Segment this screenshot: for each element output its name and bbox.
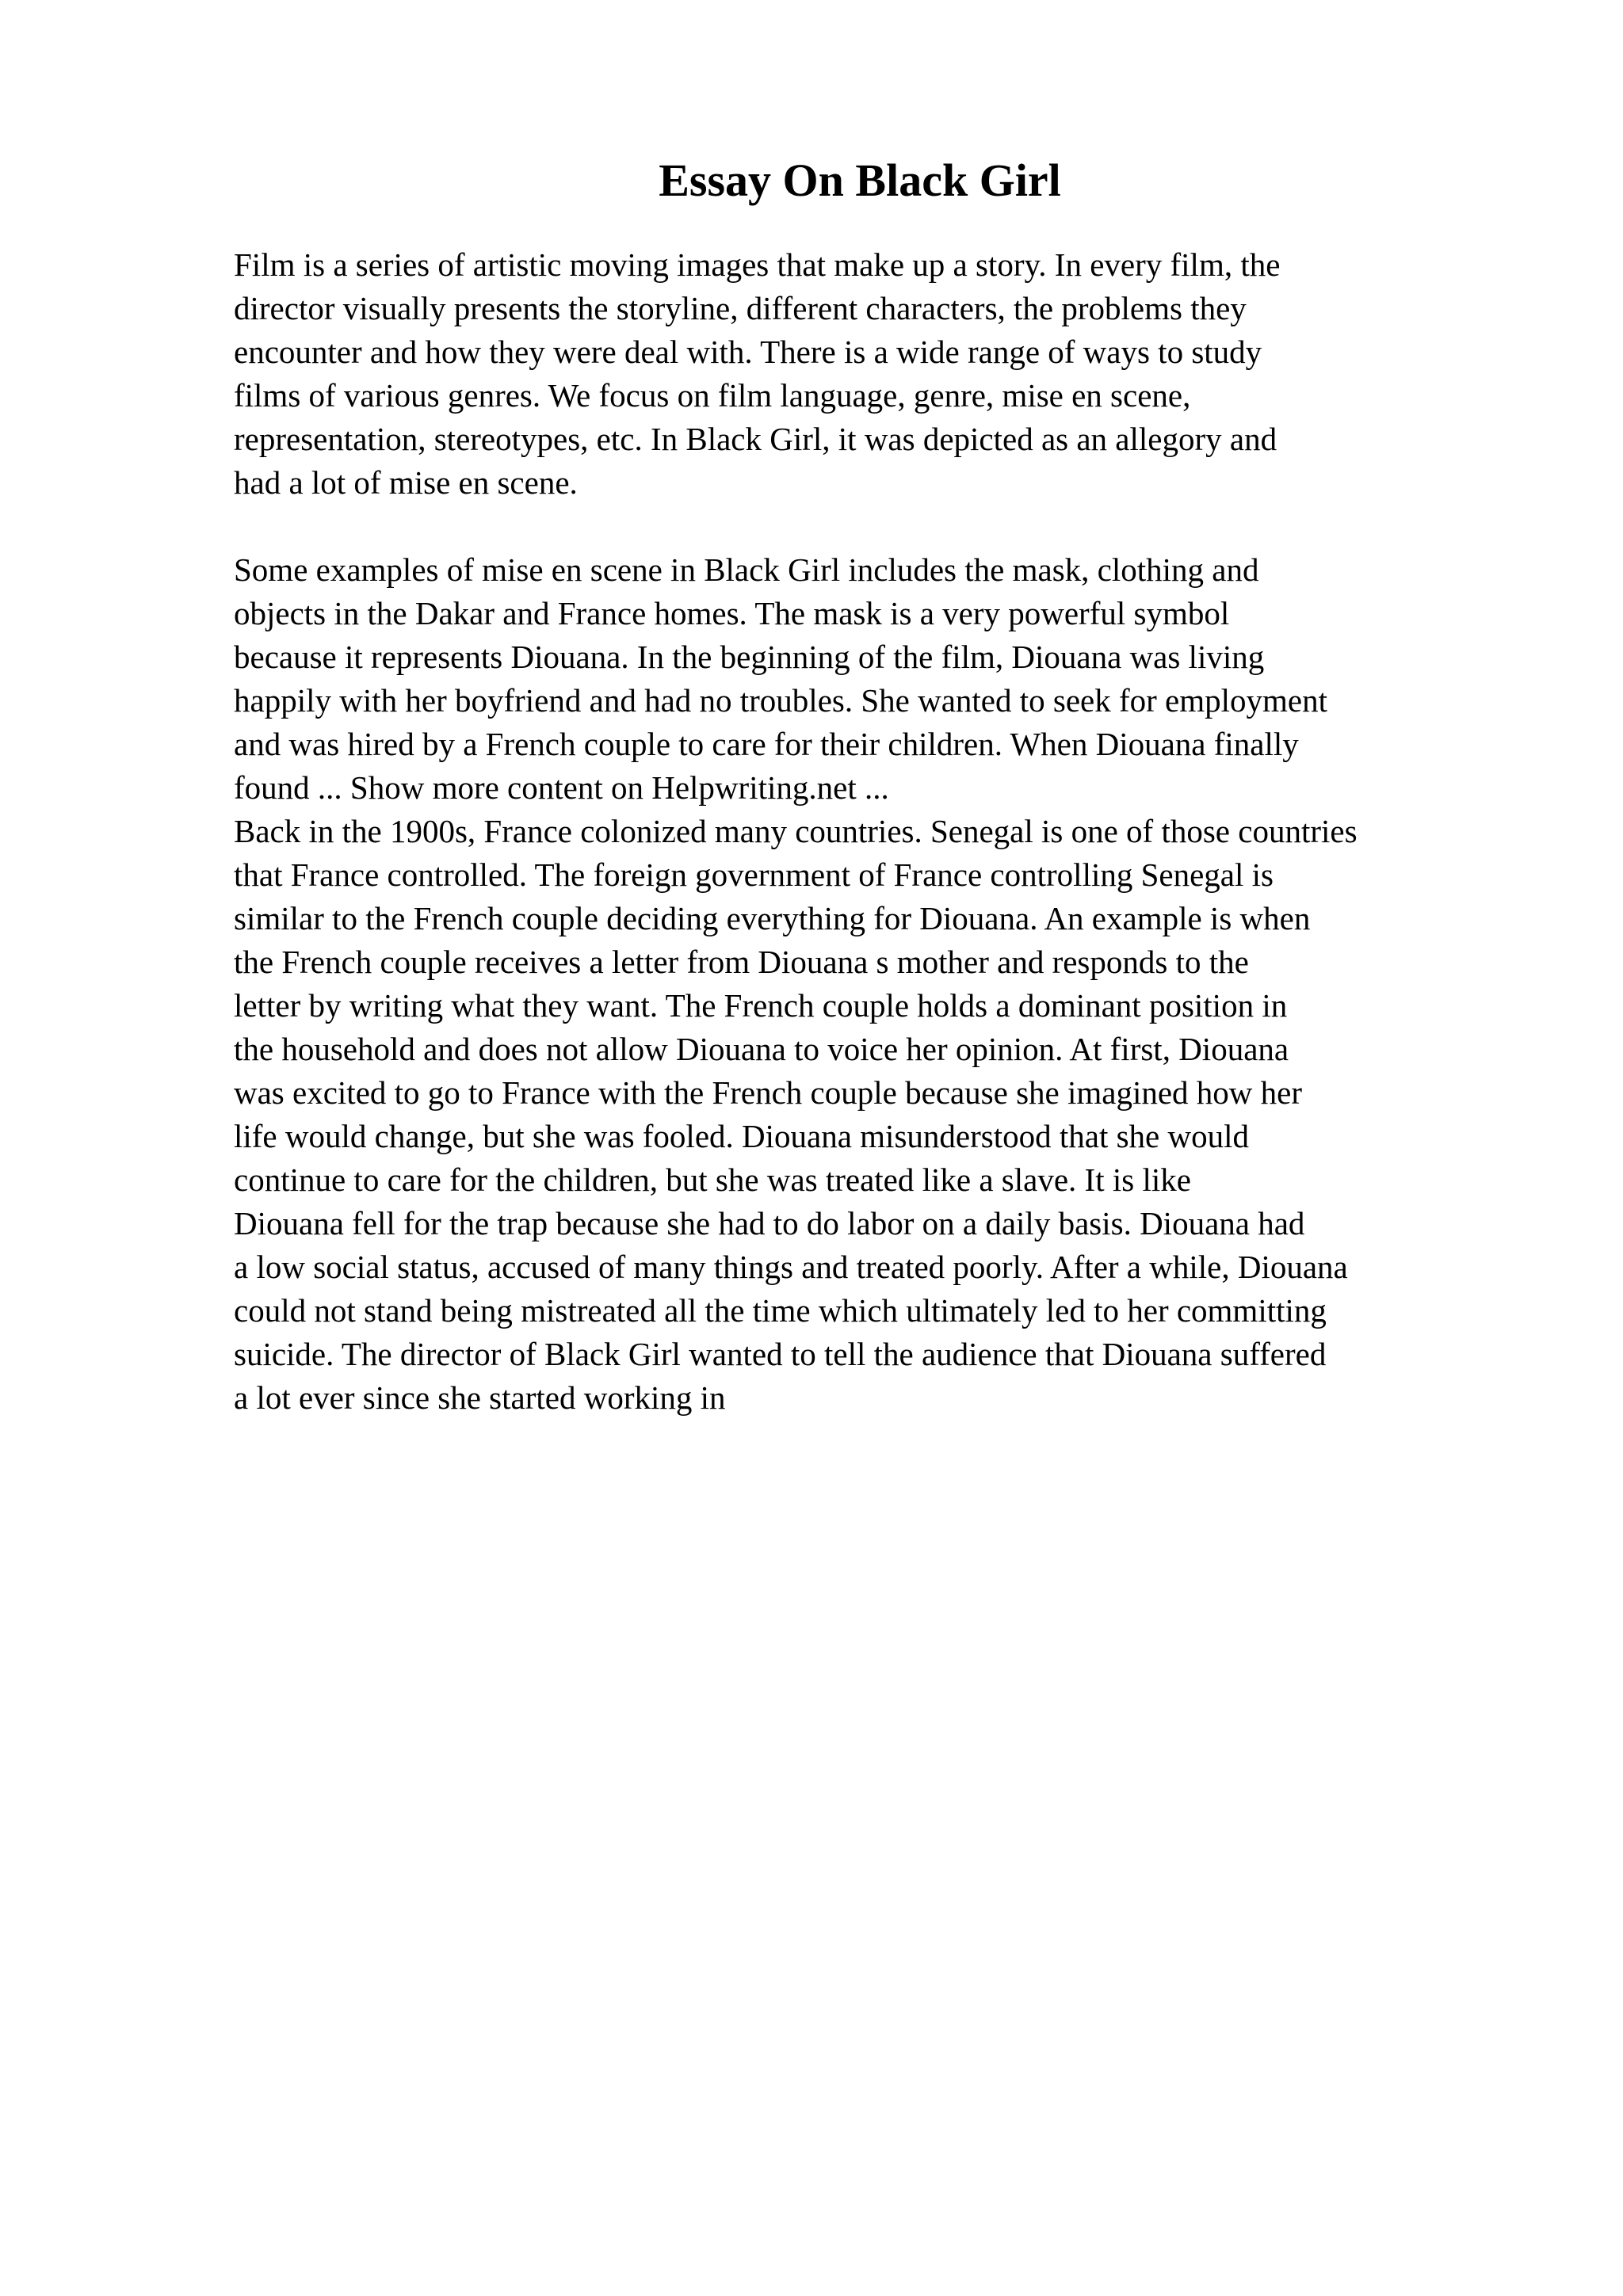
paragraph-intro: [234, 243, 1613, 505]
text-line: the household and does not allow Diouana to voice her opinion. At first, Diouana: [234, 1031, 1289, 1067]
text-line: letter by writing what they want. The French couple holds a dominant position in: [234, 987, 1288, 1024]
text-line: happily with her boyfriend and had no troubles. She wanted to seek for employment: [234, 682, 1328, 719]
text-line: could not stand being mistreated all the time which ultimately led to her committing: [234, 1292, 1327, 1329]
text-line: continue to care for the children, but she was treated like a slave. It is like: [234, 1161, 1191, 1198]
paragraph-colonization: [234, 810, 1613, 1420]
text-line: films of various genres. We focus on film language, genre, mise en scene,: [234, 377, 1191, 414]
paragraph-gap: [234, 505, 1613, 548]
text-line: objects in the Dakar and France homes. The mask is a very powerful symbol: [234, 595, 1230, 631]
text-line: suicide. The director of Black Girl wanted to tell the audience that Diouana suffered: [234, 1336, 1327, 1372]
text-line: the French couple receives a letter from Diouana s mother and responds to the: [234, 944, 1249, 980]
text-line: encounter and how they were deal with. There is a wide range of ways to study: [234, 334, 1262, 370]
text-line: was excited to go to France with the French couple because she imagined how her: [234, 1074, 1303, 1111]
essay-body: [234, 243, 1613, 1420]
text-line: Diouana fell for the trap because she had to do labor on a daily basis. Diouana had: [234, 1205, 1305, 1241]
text-line: a low social status, accused of many things and treated poorly. After a while, Diouana: [234, 1249, 1348, 1285]
text-line: similar to the French couple deciding everything for Diouana. An example is when: [234, 900, 1311, 936]
text-line: Some examples of mise en scene in Black Girl includes the mask, clothing and: [234, 551, 1259, 588]
essay-title: Essay On Black Girl: [659, 154, 1061, 206]
text-line: representation, stereotypes, etc. In Black Girl, it was depicted as an allegory and: [234, 421, 1277, 457]
text-line: because it represents Diouana. In the beginning of the film, Diouana was living: [234, 639, 1265, 675]
text-line: director visually presents the storyline, different characters, the problems they: [234, 290, 1247, 326]
text-line: that France controlled. The foreign government of France controlling Senegal is: [234, 856, 1274, 893]
text-line: found ... Show more content on Helpwriting.net ...: [234, 769, 889, 806]
text-line: Back in the 1900s, France colonized many countries. Senegal is one of those countries: [234, 813, 1358, 849]
text-line: Film is a series of artistic moving images that make up a story. In every film, the: [234, 246, 1281, 283]
text-line: life would change, but she was fooled. Diouana misunderstood that she would: [234, 1118, 1249, 1154]
text-line: a lot ever since she started working in: [234, 1379, 726, 1416]
text-line: had a lot of mise en scene.: [234, 464, 578, 501]
paragraph-mise-en-scene: [234, 548, 1613, 810]
text-line: and was hired by a French couple to care for their children. When Diouana finally: [234, 726, 1299, 762]
